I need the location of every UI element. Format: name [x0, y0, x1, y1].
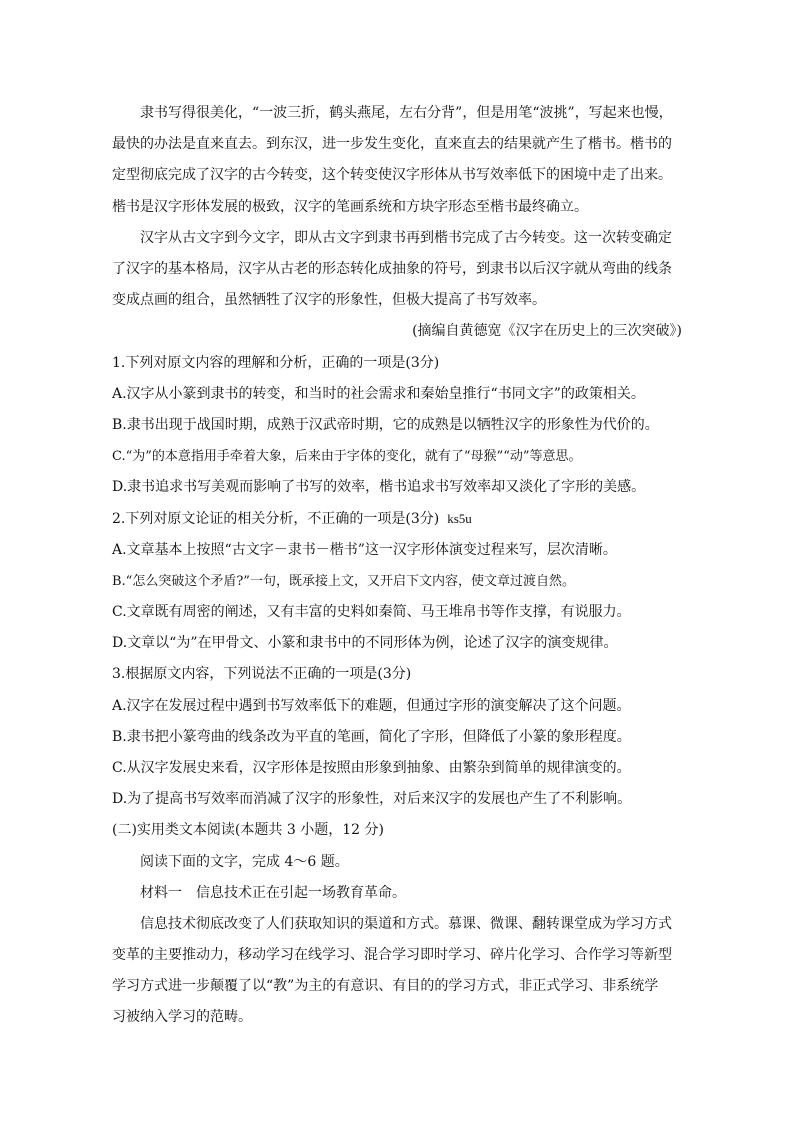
- watermark-text: ks5u: [447, 511, 472, 527]
- text-line: 定型彻底完成了汉字的古今转变，这个转变使汉字形体从书写效率低下的困境中走了出来。: [112, 167, 672, 184]
- text-line: 隶书写得很美化，“一波三折，鹤头燕尾，左右分背”，但是用笔“波挑”，写起来也慢，: [140, 105, 673, 121]
- section-instruction: 阅读下面的文字，完成 4～6 题。: [140, 853, 349, 870]
- text-line: 学习方式进一步颠覆了以“教”为主的有意识、有目的的学习方式，非正式学习、非系统学: [112, 978, 659, 995]
- text-line: 变革的主要推动力，移动学习在线学习、混合学习即时学习、碎片化学习、合作学习等新型: [112, 947, 672, 964]
- text-line: 了汉字的基本格局，汉字从古老的形态转化成抽象的符号，到隶书以后汉字就从弯曲的线条: [112, 260, 672, 277]
- question-stem: 1.下列对原文内容的理解和分析，正确的一项是(3分): [112, 354, 440, 371]
- text-line: 最快的办法是直来直去。到东汉，进一步发生变化，直来直去的结果就产生了楷书。楷书的: [112, 136, 672, 153]
- option-b: B.隶书出现于战国时期，成熟于汉武帝时期，它的成熟是以牺牲汉字的形象性为代价的。: [112, 416, 659, 433]
- text-line: 信息技术彻底改变了人们获取知识的渠道和方式。慕课、微课、翻转课堂成为学习方式: [140, 915, 672, 932]
- option-b: B.隶书把小篆弯曲的线条改为平直的笔画，简化了字形，但降低了小篆的象形程度。: [112, 728, 631, 745]
- option-a: A.文章基本上按照“古文字－隶书－楷书”这一汉字形体演变过程来写，层次清晰。: [112, 541, 617, 558]
- option-c: C.从汉字发展史来看，汉字形体是按照由形象到抽象、由繁杂到简单的规律演变的。: [112, 759, 631, 776]
- question-stem: 2.下列对原文论证的相关分析，不正确的一项是(3分): [112, 511, 440, 528]
- source-citation: (摘编自黄德宽《汉字在历史上的三次突破》): [412, 323, 682, 340]
- text-line: 汉字从古文字到今文字，即从古文字到隶书再到楷书完成了古今转变。这一次转变确定: [140, 229, 672, 246]
- document-page: [112, 98, 682, 1034]
- option-c: C.“为”的本意指用手牵着大象，后来由于字体的变化，就有了“母猴”“动”等意思。: [112, 449, 582, 465]
- question-3: [112, 659, 682, 815]
- text-line: 习被纳入学习的范畴。: [112, 1009, 252, 1026]
- question-2: [112, 503, 682, 659]
- material-title: 材料一 信息技术正在引起一场教育革命。: [140, 884, 406, 901]
- text-line: 楷书是汉字形体发展的极致，汉字的笔画系统和方块字形态至楷书最终确立。: [112, 198, 588, 215]
- section-heading: (二)实用类文本阅读(本题共 3 小题，12 分): [112, 822, 384, 839]
- passage-paragraph-1: [112, 98, 682, 223]
- question-1: [112, 348, 682, 504]
- option-d: D.隶书追求书写美观而影响了书写的效率，楷书追求书写效率却又淡化了字形的美感。: [112, 479, 646, 496]
- option-a: A.汉字在发展过程中遇到书写效率低下的难题，但通过字形的演变解决了这个问题。: [112, 697, 631, 714]
- option-d: D.文章以“为”在甲骨文、小篆和隶书中的不同形体为例，论述了汉字的演变规律。: [112, 635, 618, 652]
- question-stem: 3.根据原文内容，下列说法不正确的一项是(3分): [112, 666, 412, 683]
- option-b: B.“怎么突破这个矛盾?”一句，既承接上文，又开启下文内容，使文章过渡自然。: [112, 573, 575, 589]
- option-a: A.汉字从小篆到隶书的转变，和当时的社会需求和秦始皇推行“书同文字”的政策相关。: [112, 385, 645, 402]
- section-2: [112, 815, 682, 1033]
- text-line: 变成点画的组合，虽然牺牲了汉字的形象性，但极大提高了书写效率。: [112, 292, 546, 309]
- option-c: C.文章既有周密的阐述，又有丰富的史料如秦简、马王堆帛书等作支撑，有说服力。: [112, 604, 631, 620]
- question-stem-row: [112, 503, 682, 534]
- passage-paragraph-2: [112, 223, 682, 317]
- option-d: D.为了提高书写效率而消减了汉字的形象性，对后来汉字的发展也产生了不利影响。: [112, 791, 632, 808]
